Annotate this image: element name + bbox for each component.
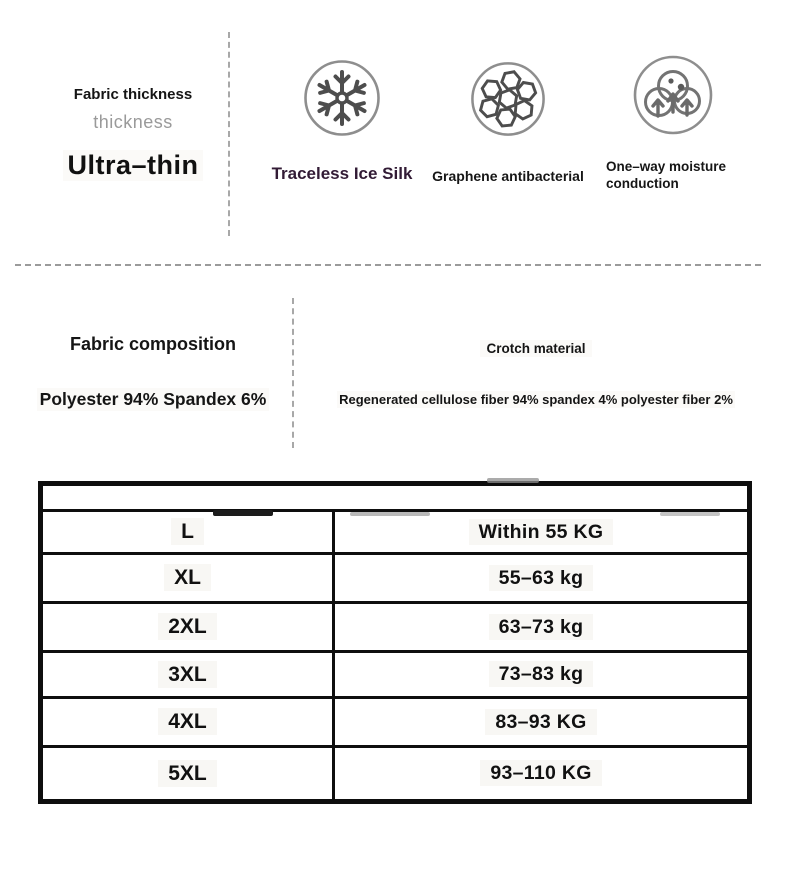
weight-cell: 83–93 KG <box>334 698 750 747</box>
crotch-material-title: Crotch material <box>480 340 591 357</box>
fabric-thickness-panel <box>38 86 228 181</box>
snowflake-icon <box>302 58 382 138</box>
weight-cell: 55–63 kg <box>334 554 750 603</box>
size-cell: 4XL <box>41 698 334 747</box>
fabric-thickness-title: Fabric thickness <box>73 86 193 103</box>
table-blank-header-cell <box>41 484 750 511</box>
table-row <box>41 652 750 698</box>
feature-traceless-ice-silk <box>252 58 432 184</box>
vertical-dashed-divider-middle <box>292 298 294 448</box>
horizontal-dashed-divider <box>15 264 761 266</box>
feature-label-moisture: One–way moisture conduction <box>606 159 727 191</box>
fabric-thickness-subtitle: thickness <box>93 112 173 132</box>
size-cell: L <box>41 511 334 554</box>
size-chart-table <box>38 481 752 804</box>
size-cell: 3XL <box>41 652 334 698</box>
redaction-smudge <box>660 512 720 516</box>
table-row <box>41 603 750 652</box>
size-cell: 2XL <box>41 603 334 652</box>
moisture-arrows-icon <box>631 53 715 137</box>
feature-graphene-antibacterial <box>420 60 596 184</box>
fabric-composition-panel <box>28 334 278 411</box>
weight-cell: 63–73 kg <box>334 603 750 652</box>
table-row <box>41 747 750 802</box>
fabric-composition-title: Fabric composition <box>69 334 237 354</box>
redaction-smudge <box>350 512 430 516</box>
table-header-row <box>41 484 750 511</box>
size-cell: 5XL <box>41 747 334 802</box>
feature-moisture-conduction <box>606 53 756 193</box>
size-cell: XL <box>41 554 334 603</box>
feature-label-ice-silk: Traceless Ice Silk <box>271 164 413 183</box>
weight-cell: Within 55 KG <box>334 511 750 554</box>
redaction-smudge <box>487 478 539 483</box>
crotch-material-panel <box>306 340 766 409</box>
table-row <box>41 511 750 554</box>
table-row <box>41 554 750 603</box>
graphene-hexagons-icon <box>469 60 547 138</box>
feature-label-graphene: Graphene antibacterial <box>432 168 584 184</box>
fabric-composition-value: Polyester 94% Spandex 6% <box>37 388 270 411</box>
table-row <box>41 698 750 747</box>
fabric-thickness-value: Ultra–thin <box>63 150 202 181</box>
weight-cell: 73–83 kg <box>334 652 750 698</box>
redaction-smudge <box>213 510 273 516</box>
vertical-dashed-divider-top <box>228 32 230 236</box>
weight-cell: 93–110 KG <box>334 747 750 802</box>
crotch-material-value: Regenerated cellulose fiber 94% spandex 4% polyester fiber 2% <box>339 392 733 407</box>
